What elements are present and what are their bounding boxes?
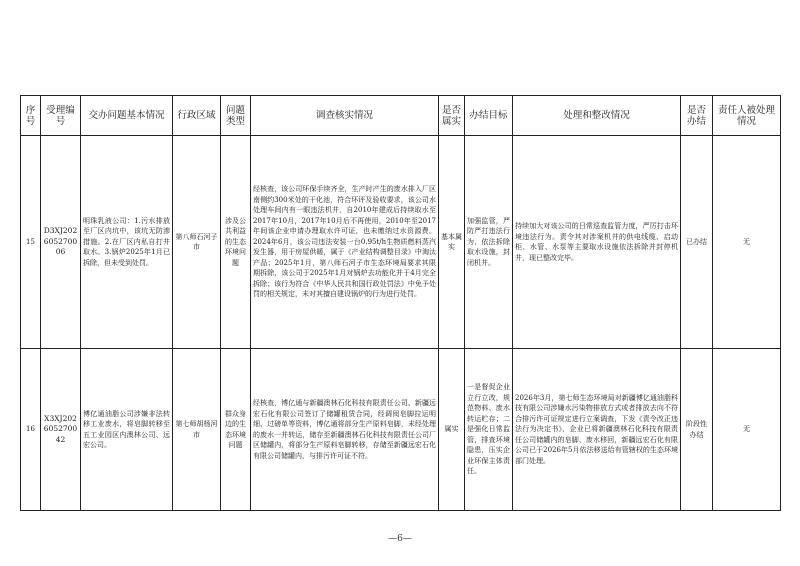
col-header-goal: 办结目标 bbox=[465, 96, 513, 136]
cell-id: X3XJ202605270042 bbox=[41, 349, 81, 511]
cell-handling: 持续加大对该公司的日常巡查监管力度，严厉打击环境违法行为。责令其对涉案机井的供电线缆、启动柜、水管、水泵等主要取水设施依法拆除并封停机井，现已整改完毕。 bbox=[513, 136, 681, 349]
cell-investigation: 经核查，该公司环保手续齐全，生产时产生的废水排入厂区南侧约300米处的干化池，符合环评及验收要求，该公司水处理车间内有一眼违法机井，自2010年建成后持续取水至2017年10月，2017年10月后不再使用，2010年至2017年间该企业申请办理取水许可证，也未缴纳过水资源费。2024年6月，该公司违法安装一台0.95t/h生物质燃料蒸汽发生器，用于房屋供暖，属于《产业结构调整目录》中淘汰产品；2025年1月，第八师石河子市生态环境局要求其限期拆除，该公司于2025年1月对锅炉去功能化并于4月完全拆除；该行为符合《中华人民共和国行政处罚法》中免予处罚的相关规定，未对其擅自建设锅炉的行为进行处罚。 bbox=[251, 136, 439, 349]
col-header-type: 问题类型 bbox=[221, 96, 251, 136]
cell-id: D3XJ202605270006 bbox=[41, 136, 81, 349]
cell-closed: 阶段性办结 bbox=[681, 349, 713, 511]
col-header-investigation: 调查核实情况 bbox=[251, 96, 439, 136]
cell-responsible: 无 bbox=[713, 136, 781, 349]
cell-type: 群众身边的生态环境问题 bbox=[221, 349, 251, 511]
cell-closed: 已办结 bbox=[681, 136, 713, 349]
cell-goal: 一是督促企业立行立改，规范物料、废水转运贮存；二是强化日常监管，排查环境隐患，压实企业环保主体责任。 bbox=[465, 349, 513, 511]
col-header-id: 受理编号 bbox=[41, 96, 81, 136]
cell-goal: 加强监管，严防严打违法行为，依法拆除取水设施，封闭机井。 bbox=[465, 136, 513, 349]
cell-responsible: 无 bbox=[713, 349, 781, 511]
col-header-handling: 处理和整改情况 bbox=[513, 96, 681, 136]
cell-investigation: 经核查，博亿通与新疆澳林石化科技有限责任公司、新疆远宏石化有限公司签订了储罐租赁合同，经调阅皂脚拉运明细、过磅单等资料，博亿通将部分生产原料皂脚，未经处理的废水一并转运，储存至新疆澳林石化科技有限责任公司厂区储罐内，将部分生产原料皂脚转移，存储至新疆远宏石化有限公司储罐内，与排污许可证不符。 bbox=[251, 349, 439, 511]
page-number: —6— bbox=[388, 534, 412, 544]
table-row bbox=[21, 136, 781, 349]
col-header-no: 序号 bbox=[21, 96, 41, 136]
cell-issue: 博亿通油脂公司涉嫌非法转移工业废水，将皂脚转移至五工业园区内澳林公司、远宏公司。 bbox=[81, 349, 173, 511]
cell-region: 第七师胡杨河市 bbox=[173, 349, 221, 511]
cell-no: 15 bbox=[21, 136, 41, 349]
cell-region: 第八师石河子市 bbox=[173, 136, 221, 349]
case-table bbox=[20, 95, 781, 511]
col-header-region: 行政区域 bbox=[173, 96, 221, 136]
col-header-responsible: 责任人被处理情况 bbox=[713, 96, 781, 136]
table-row bbox=[21, 349, 781, 511]
cell-no: 16 bbox=[21, 349, 41, 511]
cell-type: 涉及公共利益的生态环境问题 bbox=[221, 136, 251, 349]
cell-handling: 2026年3月，第七师生态环境局对新疆博亿通油脂科技有限公司涉嫌水污染物排放方式或者排放去向不符合排污许可证规定进行立案调查，下发《责令改正违法行为决定书》，企业已将新疆澳林石化科技有限责任公司储罐内的皂脚、废水移回，新疆远宏石化有限公司已于2026年5月依法移送给有管辖权的生态环境部门处理。 bbox=[513, 349, 681, 511]
cell-verified: 基本属实 bbox=[439, 136, 465, 349]
table-header-row bbox=[21, 96, 781, 136]
cell-issue: 明珠乳液公司：1.污水排放至厂区内坑中，该坑无防渗措施。2.在厂区内私自打井取水。3.锅炉2025年1月已拆除，但未受到处罚。 bbox=[81, 136, 173, 349]
col-header-issue: 交办问题基本情况 bbox=[81, 96, 173, 136]
cell-verified: 属实 bbox=[439, 349, 465, 511]
col-header-closed: 是否办结 bbox=[681, 96, 713, 136]
col-header-verified: 是否属实 bbox=[439, 96, 465, 136]
